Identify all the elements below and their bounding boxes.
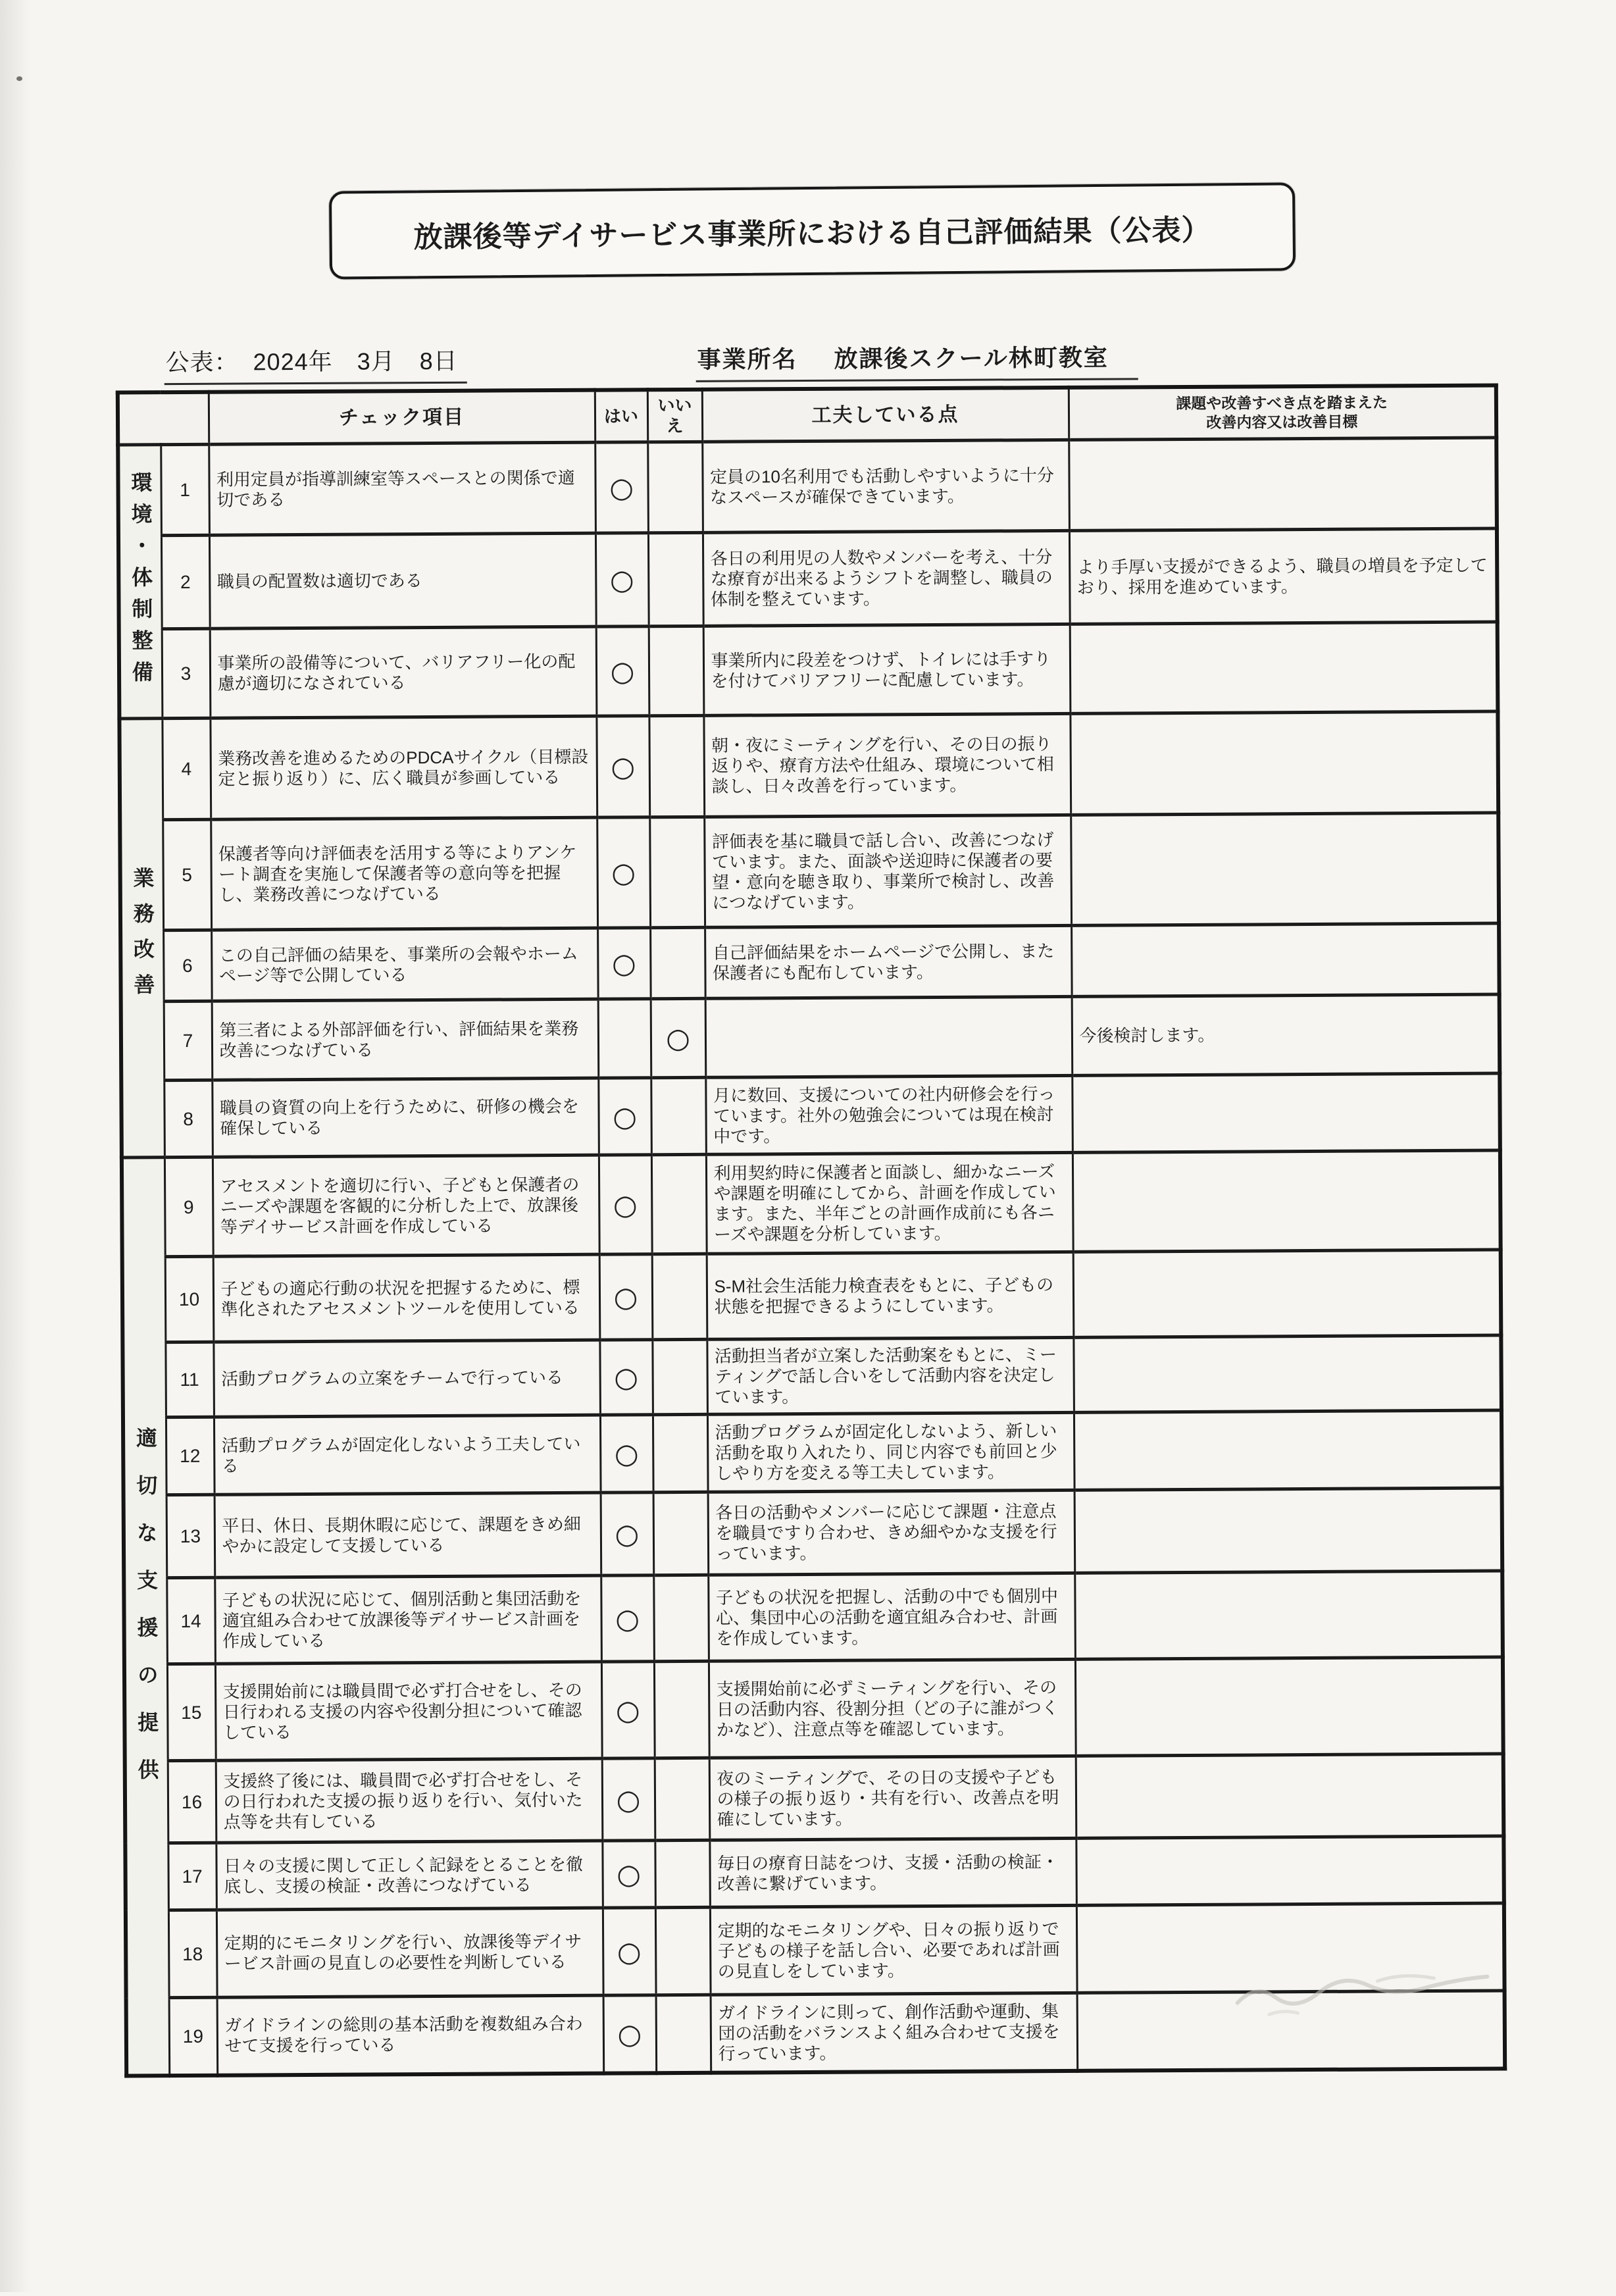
yes-mark-cell: ○ xyxy=(600,1415,653,1492)
table-row xyxy=(121,1073,1500,1158)
check-item-cell: 業務改善を進めるためのPDCAサイクル（目標設定と振り返り）に、広く職員が参画している xyxy=(210,716,597,819)
devised-point-cell: 自己評価結果をホームページで公開し、また保護者にも配布しています。 xyxy=(705,925,1072,998)
devised-point-cell: 子どもの状況を把握し、活動の中でも個別中心、集団中心の活動を適宜組み合わせ、計画を作成しています。 xyxy=(708,1573,1075,1661)
check-item-cell: 平日、休日、長期休暇に応じて、課題をきめ細やかに設定して支援している xyxy=(215,1492,601,1577)
table-row xyxy=(122,1335,1502,1417)
improvement-cell xyxy=(1072,1073,1500,1152)
table-row xyxy=(120,813,1499,931)
yes-mark-cell: ○ xyxy=(599,1155,652,1254)
improvement-cell xyxy=(1070,711,1498,815)
check-item-cell: この自己評価の結果を、事業所の会報やホームページ等で公開している xyxy=(211,928,598,1001)
no-mark-cell: ○ xyxy=(651,998,706,1077)
improvement-cell xyxy=(1069,438,1497,530)
category-cell: 環境・体制整備 xyxy=(118,445,162,719)
no-mark-cell xyxy=(656,1995,711,2072)
improvement-cell xyxy=(1074,1410,1502,1490)
table-row xyxy=(121,994,1500,1081)
publication-date-label: 公表： xyxy=(165,348,239,376)
no-mark-cell xyxy=(655,1840,710,1907)
no-mark-cell xyxy=(649,715,704,817)
yes-mark-cell: ○ xyxy=(597,928,651,999)
yes-mark-cell: ○ xyxy=(595,533,649,626)
devised-point-cell: 毎日の療育日誌をつけ、支援・活動の検証・改善に繋げています。 xyxy=(709,1838,1076,1907)
improvement-cell xyxy=(1076,1836,1504,1905)
self-evaluation-table xyxy=(116,383,1507,2077)
check-item-cell: 活動プログラムの立案をチームで行っている xyxy=(213,1340,600,1417)
devised-point-cell: 評価表を基に職員で話し合い、改善につなげています。また、面談や送迎時に保護者の要望・意向を聴き取り、事業所で検討し、改善につなげています。 xyxy=(704,815,1071,927)
table-row xyxy=(118,528,1498,629)
header-yes: はい xyxy=(595,390,647,442)
header-no: いいえ xyxy=(647,390,702,442)
table-row xyxy=(120,923,1500,1002)
yes-mark-cell: ○ xyxy=(601,1492,654,1575)
improvement-cell xyxy=(1076,1754,1504,1838)
no-mark-cell xyxy=(648,532,703,626)
improvement-cell xyxy=(1075,1657,1503,1756)
check-item-cell: 支援開始前には職員間で必ず打合せをし、その日行われる支援の内容や役割分担について確認している xyxy=(215,1662,602,1760)
no-mark-cell xyxy=(655,1758,710,1840)
check-item-cell: 活動プログラムが固定化しないよう工夫している xyxy=(214,1415,601,1494)
office-name-line xyxy=(695,339,1138,382)
no-mark-cell xyxy=(652,1254,707,1339)
improvement-cell xyxy=(1073,1335,1502,1412)
yes-mark-cell: ○ xyxy=(598,1078,651,1155)
no-mark-cell xyxy=(651,1077,706,1154)
check-item-cell: 利用定員が指導訓練室等スペースとの関係で適切である xyxy=(209,442,595,535)
improvement-cell xyxy=(1074,1488,1503,1573)
row-number: 7 xyxy=(164,1001,213,1080)
publication-date-value: 2024年 3月 8日 xyxy=(253,347,458,376)
improvement-cell xyxy=(1073,1150,1501,1252)
check-item-cell: 事業所の設備等について、バリアフリー化の配慮が適切になされている xyxy=(210,626,597,718)
check-item-cell: 日々の支援に関して正しく記録をとることを徹底し、支援の検証・改善につなげている xyxy=(216,1841,603,1910)
check-item-cell: アセスメントを適切に行い、子どもと保護者のニーズや課題を客観的に分析した上で、放課後等デイサービス計画を作成している xyxy=(213,1155,599,1256)
row-number: 18 xyxy=(168,1910,217,1997)
yes-mark-cell: ○ xyxy=(597,817,650,928)
office-name-value: 放課後スクール林町教室 xyxy=(834,344,1109,372)
devised-point-cell xyxy=(705,996,1073,1077)
table-header-row xyxy=(118,386,1496,445)
table-row xyxy=(124,1571,1503,1664)
row-number: 5 xyxy=(163,819,211,930)
header-improvement: 課題や改善すべき点を踏まえた 改善内容又は改善目標 xyxy=(1069,386,1496,440)
row-number: 12 xyxy=(166,1417,215,1494)
yes-mark-cell xyxy=(598,999,651,1078)
header-blank xyxy=(118,392,209,445)
scan-speck-artifact xyxy=(16,76,22,81)
table-row xyxy=(119,711,1498,820)
category-cell: 業務改善 xyxy=(119,719,164,1158)
table-row xyxy=(125,1836,1504,1910)
no-mark-cell xyxy=(649,817,705,927)
improvement-cell xyxy=(1071,813,1499,925)
no-mark-cell xyxy=(649,626,704,715)
devised-point-cell: 夜のミーティングで、その日の支援や子どもの様子の振り返り・共有を行い、改善点を明確にしています。 xyxy=(709,1756,1076,1840)
row-number: 8 xyxy=(164,1080,213,1157)
row-number: 3 xyxy=(162,628,211,718)
no-mark-cell xyxy=(655,1907,711,1995)
no-mark-cell xyxy=(650,927,705,998)
document-title-box xyxy=(329,182,1296,279)
yes-mark-cell: ○ xyxy=(601,1662,655,1758)
table-row xyxy=(118,438,1497,536)
check-item-cell: 第三者による外部評価を行い、評価結果を業務改善につなげている xyxy=(212,999,599,1080)
row-number: 2 xyxy=(161,535,210,628)
yes-mark-cell: ○ xyxy=(603,1995,657,2073)
devised-point-cell: 利用契約時に保護者と面談し、細かなニーズや課題を明確にしてから、計画を作成しています。また、半年ごとの計画作成前にも各ニーズや課題を分析しています。 xyxy=(706,1152,1073,1254)
devised-point-cell: 定期的なモニタリングや、日々の振り返りで子どもの様子を話し合い、必要であれば計画の見直しをしています。 xyxy=(710,1905,1077,1995)
no-mark-cell xyxy=(653,1492,709,1575)
category-cell: 適切な支援の提供 xyxy=(122,1158,169,2076)
devised-point-cell: 事業所内に段差をつけず、トイレには手すりを付けてバリアフリーに配慮しています。 xyxy=(703,624,1071,715)
improvement-cell: 今後検討します。 xyxy=(1072,994,1500,1075)
devised-point-cell: 活動プログラムが固定化しないよう、新しい活動を取り入れたり、同じ内容でも前回と少しやり方を変える等工夫しています。 xyxy=(707,1412,1074,1492)
devised-point-cell: 支援開始前に必ずミーティングを行い、その日の活動内容、役割分担（どの子に誰がつくかなど）、注意点等を確認しています。 xyxy=(709,1659,1076,1758)
table-row xyxy=(122,1150,1501,1257)
no-mark-cell xyxy=(651,1154,707,1254)
no-mark-cell xyxy=(653,1575,709,1661)
check-item-cell: 子どもの状況に応じて、個別活動と集団活動を適宜組み合わせて放課後等デイサービス計画を作成している xyxy=(215,1575,601,1664)
table-row xyxy=(124,1488,1503,1578)
row-number: 15 xyxy=(167,1664,216,1760)
improvement-cell xyxy=(1070,622,1498,713)
page-title: 放課後等デイサービス事業所における自己評価結果（公表） xyxy=(413,214,1211,254)
row-number: 13 xyxy=(166,1494,215,1577)
table-row xyxy=(123,1410,1502,1495)
pencil-scribble-artifact xyxy=(1229,1960,1538,2024)
yes-mark-cell: ○ xyxy=(603,1908,656,1995)
no-mark-cell xyxy=(654,1661,709,1758)
yes-mark-cell: ○ xyxy=(599,1254,653,1340)
row-number: 4 xyxy=(162,718,211,819)
row-number: 10 xyxy=(165,1256,214,1342)
no-mark-cell xyxy=(652,1339,707,1414)
publication-date-line xyxy=(164,343,467,385)
check-item-cell: 支援終了後には、職員間で必ず打合せをし、その日行われた支援の振り返りを行い、気付いた点等を共有している xyxy=(216,1758,603,1843)
yes-mark-cell: ○ xyxy=(601,1575,654,1662)
row-number: 6 xyxy=(163,930,212,1001)
devised-point-cell: ガイドラインに則って、創作活動や運動、集団の活動をバランスよく組み合わせて支援を行っています。 xyxy=(711,1993,1078,2072)
row-number: 1 xyxy=(161,444,209,535)
yes-mark-cell: ○ xyxy=(602,1758,655,1841)
check-item-cell: 定期的にモニタリングを行い、放課後等デイサービス計画の見直しの必要性を判断している xyxy=(216,1908,603,1997)
yes-mark-cell: ○ xyxy=(602,1841,655,1908)
row-number: 17 xyxy=(168,1843,216,1910)
table-row xyxy=(119,622,1498,719)
no-mark-cell xyxy=(647,442,703,532)
improvement-cell xyxy=(1074,1571,1503,1659)
header-devised-points: 工夫している点 xyxy=(702,388,1069,442)
devised-point-cell: 月に数回、支援についての社内研修会を行っています。社外の勉強会については現在検討中です。 xyxy=(705,1075,1073,1154)
improvement-cell xyxy=(1073,1250,1502,1337)
no-mark-cell xyxy=(653,1414,708,1492)
devised-point-cell: S-M社会生活能力検査表をもとに、子どもの状態を把握できるようにしています。 xyxy=(707,1252,1074,1339)
yes-mark-cell: ○ xyxy=(596,626,649,716)
table-row xyxy=(122,1250,1502,1342)
table-row xyxy=(125,1754,1504,1843)
yes-mark-cell: ○ xyxy=(596,716,649,817)
devised-point-cell: 各日の利用児の人数やメンバーを考え、十分な療育が出来るようシフトを調整し、職員の体制を整えています。 xyxy=(703,530,1070,626)
table-row xyxy=(124,1657,1503,1761)
devised-point-cell: 定員の10名利用でも活動しやすいように十分なスペースが確保できています。 xyxy=(702,440,1069,532)
office-name-label: 事業所名 xyxy=(697,345,797,373)
devised-point-cell: 朝・夜にミーティングを行い、その日の振り返りや、療育方法や仕組み、環境について相談し、日々改善を行っています。 xyxy=(703,713,1071,817)
yes-mark-cell: ○ xyxy=(595,442,648,533)
row-number: 11 xyxy=(165,1342,214,1417)
devised-point-cell: 各日の活動やメンバーに応じて課題・注意点を職員ですり合わせ、きめ細やかな支援を行っています。 xyxy=(708,1490,1075,1575)
row-number: 14 xyxy=(166,1577,215,1664)
yes-mark-cell: ○ xyxy=(599,1340,653,1415)
row-number: 9 xyxy=(164,1157,213,1256)
improvement-cell: より手厚い支援ができるよう、職員の増員を予定しており、採用を進めています。 xyxy=(1069,528,1498,624)
row-number: 19 xyxy=(169,1997,218,2075)
check-item-cell: 子どもの適応行動の状況を把握するために、標準化されたアセスメントツールを使用している xyxy=(213,1254,600,1342)
check-item-cell: 保護者等向け評価表を活用する等によりアンケート調査を実施して保護者等の意向等を把握し、業務改善につなげている xyxy=(211,817,597,930)
check-item-cell: 職員の配置数は適切である xyxy=(209,533,596,628)
improvement-cell xyxy=(1071,923,1500,996)
row-number: 16 xyxy=(168,1760,216,1843)
header-check-item: チェック項目 xyxy=(209,390,595,445)
devised-point-cell: 活動担当者が立案した活動案をもとに、ミーティングで話し合いをして活動内容を決定しています。 xyxy=(707,1337,1074,1414)
check-item-cell: ガイドラインの総則の基本活動を複数組み合わせて支援を行っている xyxy=(217,1995,604,2075)
check-item-cell: 職員の資質の向上を行うために、研修の機会を確保している xyxy=(212,1078,599,1157)
